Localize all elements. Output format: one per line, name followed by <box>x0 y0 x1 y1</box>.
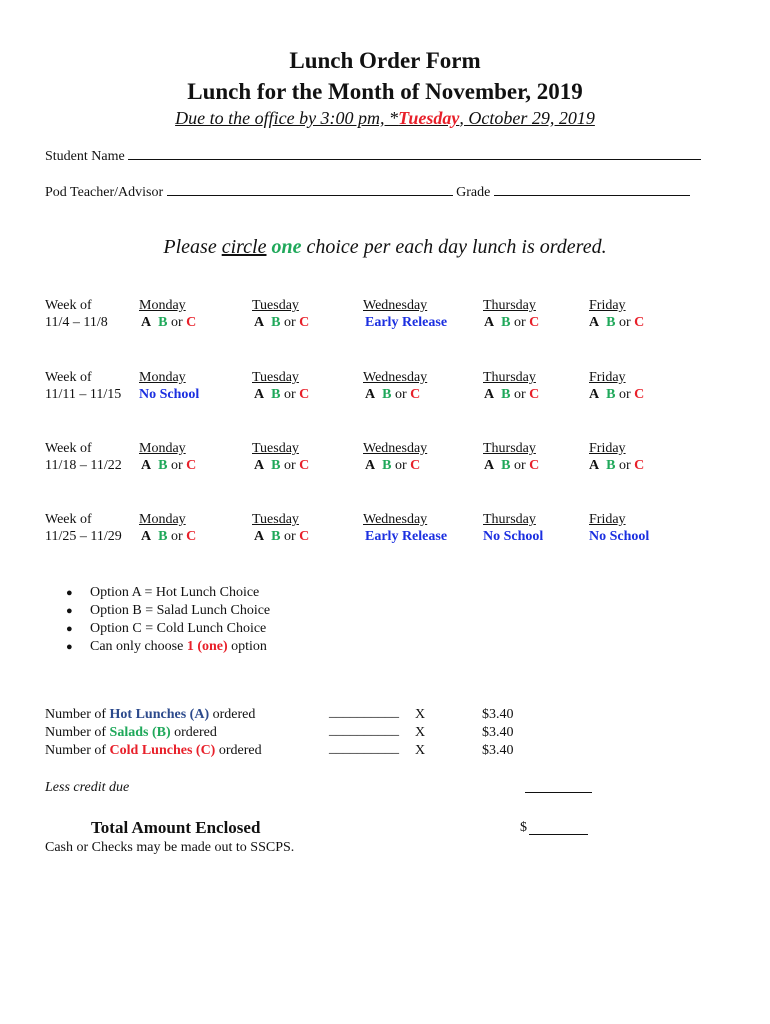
payment-note: Cash or Checks may be made out to SSCPS. <box>45 840 295 855</box>
lunch-choice-options[interactable] <box>254 386 309 403</box>
multiply-sign: X <box>415 743 426 758</box>
lunch-choice-options[interactable] <box>254 457 309 474</box>
choice-c[interactable]: C <box>634 458 645 473</box>
choice-b[interactable]: B <box>501 315 511 330</box>
day-name: Tuesday <box>252 298 299 313</box>
choice-b[interactable]: B <box>158 529 168 544</box>
day-name: Wednesday <box>363 441 428 456</box>
day-name: Thursday <box>483 441 536 456</box>
choice-or: or <box>283 387 296 402</box>
choice-c[interactable]: C <box>529 315 540 330</box>
day-cell-thursday[interactable] <box>483 440 539 474</box>
week-of-text: Week of <box>45 370 92 385</box>
choice-c[interactable]: C <box>634 315 645 330</box>
order-row-salad <box>45 725 217 741</box>
student-name-label: Student Name <box>45 149 125 164</box>
grade-label: Grade <box>456 185 491 200</box>
dollar-sign: $ <box>520 820 527 835</box>
choice-a[interactable]: A <box>254 315 265 330</box>
day-cell-wednesday <box>363 297 447 331</box>
choice-a[interactable]: A <box>141 458 152 473</box>
choice-a[interactable]: A <box>589 315 600 330</box>
choice-or: or <box>618 387 631 402</box>
day-cell-friday <box>589 511 649 545</box>
instruction-line <box>0 236 770 259</box>
day-name: Tuesday <box>252 441 299 456</box>
day-status: Early Release <box>365 315 448 330</box>
week-dates: 11/4 – 11/8 <box>45 315 108 330</box>
choice-or: or <box>618 315 631 330</box>
order-suffix: ordered <box>215 743 262 758</box>
order-prefix: Number of <box>45 743 110 758</box>
day-cell-friday[interactable] <box>589 369 644 403</box>
order-item-cold: Cold Lunches (C) <box>109 743 216 758</box>
order-suffix: ordered <box>170 725 217 740</box>
day-name: Friday <box>589 298 626 313</box>
choice-or: or <box>283 315 296 330</box>
choice-a[interactable]: A <box>589 458 600 473</box>
day-cell-wednesday <box>363 511 447 545</box>
week-label <box>45 369 121 403</box>
week-label <box>45 297 108 331</box>
choice-b[interactable]: B <box>606 315 616 330</box>
limit-prefix: Can only choose <box>90 639 187 654</box>
option-b-item: ● Option B = Salad Lunch Choice <box>66 602 270 620</box>
lunch-choice-options[interactable] <box>254 528 309 545</box>
choice-a[interactable]: A <box>365 458 376 473</box>
limit-suffix: option <box>227 639 267 654</box>
day-name: Thursday <box>483 298 536 313</box>
choice-a[interactable]: A <box>484 458 495 473</box>
choice-a[interactable]: A <box>254 529 265 544</box>
choice-b[interactable]: B <box>382 458 392 473</box>
cold-price: $3.40 <box>482 743 514 758</box>
day-name: Friday <box>589 441 626 456</box>
lunch-choice-options[interactable] <box>484 386 539 403</box>
choice-c[interactable]: C <box>299 315 310 330</box>
choice-or: or <box>170 315 183 330</box>
day-cell-monday[interactable] <box>139 511 196 545</box>
choice-b[interactable]: B <box>606 458 616 473</box>
day-name: Friday <box>589 370 626 385</box>
lunch-choice-options[interactable] <box>589 457 644 474</box>
lunch-choice-options[interactable] <box>141 314 196 331</box>
choice-c[interactable]: C <box>299 458 310 473</box>
choice-c[interactable]: C <box>410 458 421 473</box>
choice-or: or <box>394 458 407 473</box>
lunch-choice-options[interactable] <box>365 386 427 403</box>
choice-or: or <box>283 458 296 473</box>
week-dates: 11/11 – 11/15 <box>45 387 122 402</box>
choice-a[interactable]: A <box>254 387 265 402</box>
pod-teacher-field[interactable] <box>45 184 690 201</box>
due-prefix: Due to the office by 3:00 pm, * <box>175 108 399 128</box>
day-cell-monday[interactable] <box>139 297 196 331</box>
day-status: No School <box>589 529 650 544</box>
instruction-prefix: Please <box>163 236 222 258</box>
choice-c[interactable]: C <box>410 387 421 402</box>
choice-c[interactable]: C <box>186 315 197 330</box>
options-list <box>66 584 270 656</box>
choice-b[interactable]: B <box>158 315 168 330</box>
choice-b[interactable]: B <box>501 387 511 402</box>
due-date-line <box>0 108 770 129</box>
lunch-choice-options[interactable] <box>141 528 196 545</box>
lunch-choice-options[interactable] <box>484 457 539 474</box>
pod-teacher-line[interactable] <box>167 184 453 196</box>
choice-b[interactable]: B <box>271 315 281 330</box>
option-limit-item <box>66 638 270 656</box>
choice-or: or <box>513 387 526 402</box>
week-dates: 11/18 – 11/22 <box>45 458 122 473</box>
day-cell-friday[interactable] <box>589 440 644 474</box>
day-name: Wednesday <box>363 370 428 385</box>
multiply-sign: X <box>415 725 426 740</box>
lunch-choice-options[interactable] <box>484 314 539 331</box>
choice-or: or <box>394 387 407 402</box>
pod-teacher-label: Pod Teacher/Advisor <box>45 185 164 200</box>
order-row-cold <box>45 743 262 759</box>
instruction-circle-word: circle <box>221 236 267 258</box>
day-name: Wednesday <box>363 512 428 527</box>
choice-b[interactable]: B <box>382 387 392 402</box>
instruction-suffix: choice per each day lunch is ordered. <box>301 236 607 258</box>
grade-line[interactable] <box>494 184 690 196</box>
day-cell-tuesday[interactable] <box>252 369 309 403</box>
day-status: Early Release <box>365 529 448 544</box>
choice-c[interactable]: C <box>186 458 197 473</box>
choice-a[interactable]: A <box>141 315 152 330</box>
day-cell-thursday[interactable] <box>483 297 539 331</box>
choice-a[interactable]: A <box>589 387 600 402</box>
day-cell-tuesday[interactable] <box>252 297 309 331</box>
due-suffix: , October 29, 2019 <box>459 108 595 128</box>
choice-a[interactable]: A <box>141 529 152 544</box>
choice-b[interactable]: B <box>271 529 281 544</box>
lunch-choice-options[interactable] <box>141 457 196 474</box>
day-name: Friday <box>589 512 626 527</box>
day-name: Tuesday <box>252 512 299 527</box>
limit-bold: 1 (one) <box>186 639 228 654</box>
order-row-hot <box>45 707 255 723</box>
choice-c[interactable]: C <box>186 529 197 544</box>
salad-quantity-blank[interactable]: __________ <box>329 723 399 738</box>
week-of-text: Week of <box>45 441 92 456</box>
day-name: Tuesday <box>252 370 299 385</box>
day-name: Monday <box>139 441 186 456</box>
total-label: Total Amount Enclosed <box>91 818 261 837</box>
choice-or: or <box>170 529 183 544</box>
day-cell-tuesday[interactable] <box>252 511 309 545</box>
day-name: Wednesday <box>363 298 428 313</box>
order-item-salad: Salads (B) <box>109 725 171 740</box>
choice-or: or <box>618 458 631 473</box>
choice-c[interactable]: C <box>299 529 310 544</box>
day-cell-tuesday[interactable] <box>252 440 309 474</box>
form-title: Lunch Order Form <box>289 48 481 73</box>
choice-c[interactable]: C <box>299 387 310 402</box>
day-cell-monday[interactable] <box>139 440 196 474</box>
order-prefix: Number of <box>45 707 110 722</box>
hot-price: $3.40 <box>482 707 514 722</box>
day-cell-wednesday[interactable] <box>363 369 427 403</box>
day-status: No School <box>139 387 200 402</box>
option-c-item: ● Option C = Cold Lunch Choice <box>66 620 270 638</box>
choice-b[interactable]: B <box>271 387 281 402</box>
credit-label: Less credit due <box>45 780 130 795</box>
salad-price: $3.40 <box>482 725 514 740</box>
due-day: Tuesday <box>398 108 460 128</box>
week-label <box>45 440 122 474</box>
cold-quantity-blank[interactable]: __________ <box>329 741 399 756</box>
day-name: Thursday <box>483 370 536 385</box>
day-cell-friday[interactable] <box>589 297 644 331</box>
student-name-line[interactable] <box>128 148 701 160</box>
choice-c[interactable]: C <box>529 458 540 473</box>
choice-a[interactable]: A <box>484 315 495 330</box>
choice-c[interactable]: C <box>529 387 540 402</box>
week-of-text: Week of <box>45 298 92 313</box>
option-a-item: ● Option A = Hot Lunch Choice <box>66 584 270 602</box>
week-dates: 11/25 – 11/29 <box>45 529 122 544</box>
choice-b[interactable]: B <box>501 458 511 473</box>
day-cell-thursday[interactable] <box>483 369 539 403</box>
total-amount-line[interactable] <box>529 834 588 835</box>
instruction-one-word: one <box>271 236 302 258</box>
lunch-choice-options[interactable] <box>365 457 427 474</box>
choice-a[interactable]: A <box>365 387 376 402</box>
choice-or: or <box>513 458 526 473</box>
day-name: Monday <box>139 370 186 385</box>
day-status: No School <box>483 529 544 544</box>
choice-b[interactable]: B <box>271 458 281 473</box>
day-name: Monday <box>139 298 186 313</box>
lunch-choice-options[interactable] <box>589 386 644 403</box>
credit-amount-line[interactable] <box>525 792 592 793</box>
choice-or: or <box>513 315 526 330</box>
multiply-sign: X <box>415 707 426 722</box>
hot-quantity-blank[interactable]: __________ <box>329 705 399 720</box>
day-cell-monday <box>139 369 199 403</box>
order-suffix: ordered <box>209 707 256 722</box>
student-name-field[interactable] <box>45 148 701 165</box>
choice-a[interactable]: A <box>254 458 265 473</box>
day-name: Monday <box>139 512 186 527</box>
lunch-choice-options[interactable] <box>589 314 644 331</box>
week-label <box>45 511 122 545</box>
choice-c[interactable]: C <box>634 387 645 402</box>
choice-or: or <box>170 458 183 473</box>
choice-or: or <box>283 529 296 544</box>
order-item-hot: Hot Lunches (A) <box>109 707 210 722</box>
day-cell-thursday <box>483 511 543 545</box>
day-cell-wednesday[interactable] <box>363 440 427 474</box>
choice-b[interactable]: B <box>606 387 616 402</box>
form-subtitle: Lunch for the Month of November, 2019 <box>187 79 583 104</box>
choice-b[interactable]: B <box>158 458 168 473</box>
choice-a[interactable]: A <box>484 387 495 402</box>
order-prefix: Number of <box>45 725 110 740</box>
lunch-choice-options[interactable] <box>254 314 309 331</box>
day-name: Thursday <box>483 512 536 527</box>
week-of-text: Week of <box>45 512 92 527</box>
